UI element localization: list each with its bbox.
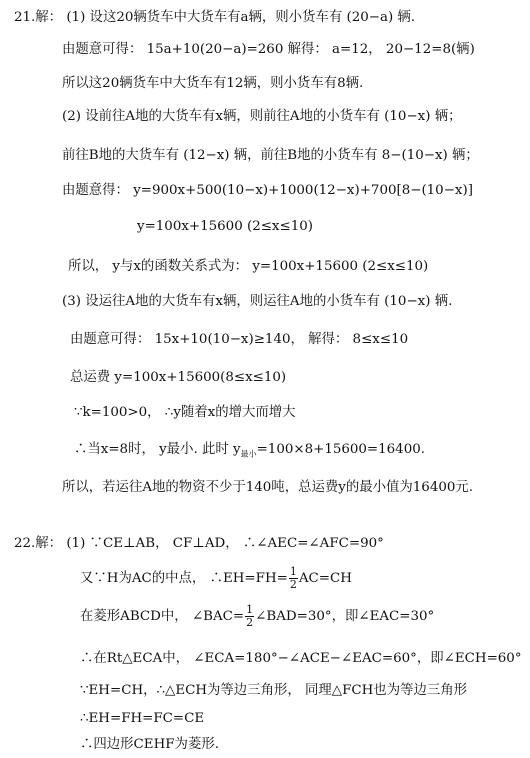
p22-line-3 [80, 604, 434, 629]
fraction-half [289, 566, 298, 591]
fraction-denominator: 2 [246, 616, 254, 629]
fraction-numerator: 1 [246, 603, 254, 616]
p21-line-13-subscript: 最小 [240, 449, 257, 459]
p22-line-2-result: AC=CH [298, 571, 352, 586]
p22-line-5: ∵EH=CH，∴△ECH为等边三角形， 同理△FCH也为等边三角形 [80, 683, 468, 698]
p22-line-1: 22.解： (1) ∵CE⊥AB， CF⊥AD， ∴∠AEC=∠AFC=90° [14, 536, 384, 551]
p21-line-13-result: =100×8+15600=16400. [256, 442, 425, 457]
p21-line-7: y=100x+15600 (2≤x≤10) [137, 219, 313, 234]
p22-line-6: ∴EH=FH=FC=CE [80, 711, 205, 726]
p21-line-6: 由题意得： y=900x+500(10−x)+1000(12−x)+700[8−(10−x)] [62, 183, 473, 198]
p21-line-10: 由题意可得： 15x+10(10−x)≥140， 解得： 8≤x≤10 [70, 332, 409, 347]
p21-line-12: ∵k=100>0， ∴y随着x的增大而增大 [74, 405, 296, 420]
p21-line-13 [74, 440, 425, 465]
p21-line-2: 由题意可得： 15a+10(20−a)=260 解得： a=12， 20−12=8(辆) [62, 42, 475, 57]
p21-line-13-text: ∴当x=8时， y最小. 此时 y [74, 442, 241, 457]
p21-line-5: 前往B地的大货车有 (12−x) 辆，前往B地的小货车有 8−(10−x) 辆； [62, 148, 479, 163]
fraction-denominator: 2 [289, 578, 297, 591]
p21-line-8: 所以， y与x的函数关系式为： y=100x+15600 (2≤x≤10) [68, 259, 429, 274]
p21-line-14: 所以，若运往A地的物资不少于140吨，总运费y的最小值为16400元. [62, 480, 474, 495]
p22-line-3-result: ∠BAD=30°，即∠EAC=30° [255, 609, 435, 624]
p22-line-3-text: 在菱形ABCD中， ∠BAC= [80, 609, 245, 624]
p22-line-2-text: 又∵H为AC的中点， ∴EH=FH= [80, 571, 288, 586]
p22-line-7: ∴四边形CEHF为菱形. [80, 737, 219, 752]
p22-line-4: ∴在Rt△ECA中， ∠ECA=180°−∠ACE−∠EAC=60°，即∠ECH=60° [80, 651, 522, 666]
p21-line-1: 21.解： (1) 设这20辆货车中大货车有a辆，则小货车有 (20−a) 辆. [14, 10, 416, 25]
p22-line-2 [80, 566, 352, 591]
p21-line-11: 总运费 y=100x+15600(8≤x≤10) [70, 370, 287, 385]
p21-line-4: (2) 设前往A地的大货车有x辆，则前往A地的小货车有 (10−x) 辆； [62, 109, 462, 124]
p21-line-3: 所以这20辆货车中大货车有12辆，则小货车有8辆. [62, 76, 364, 91]
fraction-half [245, 604, 254, 629]
fraction-numerator: 1 [289, 565, 297, 578]
p21-line-9: (3) 设运往A地的大货车有x辆，则运往A地的小货车有 (10−x) 辆. [62, 294, 453, 309]
